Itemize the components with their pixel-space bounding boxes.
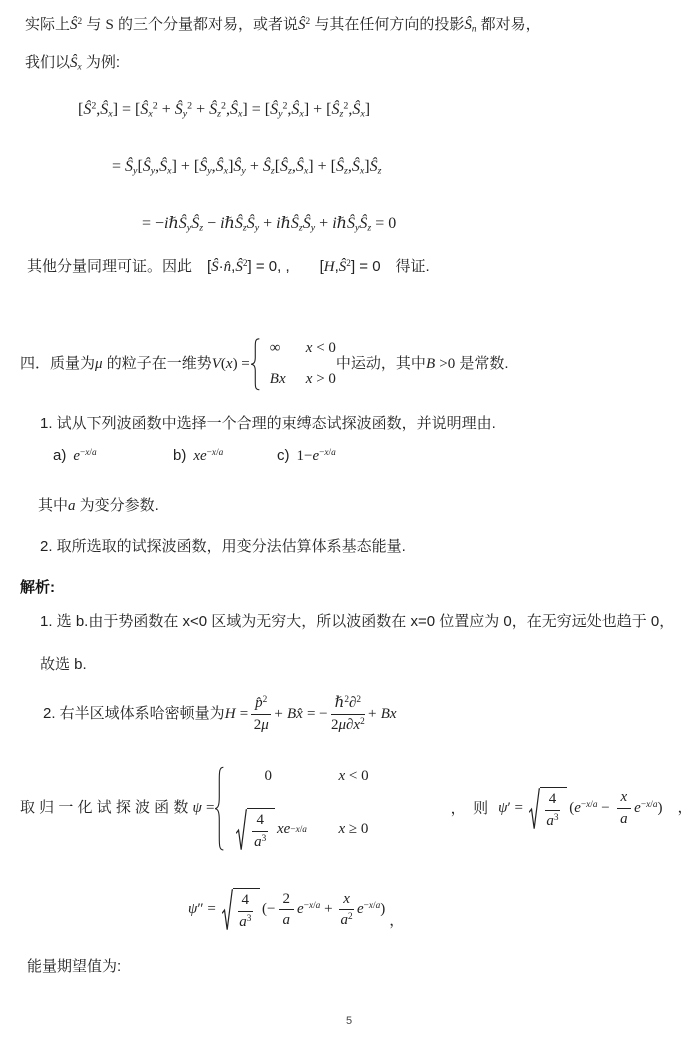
fraction-p2-2mu: [251, 694, 271, 735]
option-a-label: a): [53, 447, 67, 464]
solution-heading: 解析:: [20, 579, 55, 596]
paragraph-commute-intro: 实际上$Ŝ^2$ 与 S 的三个分量都对易，或者说$Ŝ^2$ 与其在任何方向的投影$Ŝ_n$ 都对易，: [25, 16, 541, 35]
paragraph-example: 我们以$Ŝ_x$ 为例:: [25, 54, 120, 73]
psi-double-prime-line: [188, 888, 404, 932]
fraction-numerator: p̂$^2$: [251, 694, 271, 715]
then-connector: ， 则: [450, 799, 489, 817]
case-value: $\frac{4}{a^3}$ xe −x/a: [234, 808, 338, 852]
case-value: Bx: [269, 370, 286, 387]
case-value: 0: [264, 768, 272, 784]
trial-wavefunction-line: [20, 766, 693, 851]
case-condition: x < 0: [338, 768, 369, 784]
left-brace-glyph: [214, 766, 225, 851]
energy-expectation-label: 能量期望值为:: [27, 958, 122, 975]
hamiltonian-suffix: + Bx: [368, 705, 397, 722]
page-number: 5: [345, 1015, 353, 1027]
square-root: [529, 787, 568, 831]
equation-commutator-step2: = $Ŝ_y[Ŝ_y,Ŝ_x]$ + $[Ŝ_y,Ŝ_x]Ŝ_y$ + $Ŝ_z[Ŝ_z,Ŝ_x]$ + $[Ŝ_z,Ŝ_x]Ŝ_z$: [112, 158, 382, 177]
piecewise-rows: [270, 338, 336, 391]
wavefunction-piecewise: [214, 766, 368, 851]
option-c: [277, 445, 336, 468]
question-1: 1. 试从下列波函数中选择一个合理的束缚态试探波函数，并说明理由.: [40, 415, 496, 432]
psi-prime-expression: ψ′ = $\frac{4}{a^3}$ ($e^{-x/a}$ − $\frac{x}{a}$ $e^{-x/a}$) ，: [498, 787, 692, 831]
square-root: [222, 888, 261, 932]
potential-piecewise: [250, 338, 336, 391]
paragraph-conclusion: 其他分量同理可证。因此 $[Ŝ\cdot n̂,Ŝ^2] = 0$, , $[H,Ŝ^2] = 0$ 得证.: [27, 258, 430, 275]
equation-commutator-expansion: $[Ŝ^2,Ŝ_x]$ = [$Ŝ_x^2$ + $Ŝ_y^2$ + $Ŝ_z^2,Ŝ_x$] = $[Ŝ_y^2,Ŝ_x]$ + $[Ŝ_z^2,Ŝ_x]$: [78, 100, 371, 120]
fraction-hbar2-2mu: [331, 694, 365, 735]
option-b-expression: $xe^{-x/a}$: [193, 447, 224, 464]
option-list: [53, 445, 613, 479]
solution-2-hamiltonian: [43, 694, 397, 735]
question-2: 2. 取所选取的试探波函数，用变分法估算体系基态能量.: [40, 538, 406, 555]
variational-parameter-note: 其中a 为变分参数.: [38, 497, 159, 514]
solution-1-line-2: 故选 b.: [40, 656, 87, 673]
piecewise-rows: [234, 766, 368, 851]
fraction-x-a: $\frac{x}{a}$: [617, 788, 632, 829]
piecewise-row: [234, 808, 368, 852]
trial-wavefunction-label: 取 归 一 化 试 探 波 函 数 ψ =: [20, 799, 215, 817]
psi-double-prime-expression: ψ″ = $\frac{4}{a^3}$ (− $\frac{2}{a}$ $e^{-x/a}$ + $\frac{x}{a^2}$ $e^{-x/a}$): [188, 888, 385, 932]
case-condition: x < 0: [305, 340, 336, 356]
fraction-denominator: 2μ: [253, 716, 269, 733]
option-c-label: c): [277, 447, 290, 464]
radical-glyph: [222, 888, 233, 932]
piecewise-row: [270, 369, 336, 391]
solution-1-line-1: 1. 选 b.由于势函数在 x<0 区域为无穷大，所以波函数在 x=0 位置应为 0，在无穷远处也趋于 0，: [40, 613, 675, 630]
problem-text-after: 中运动，其中B >0 是常数.: [335, 354, 509, 372]
radical-glyph: [236, 808, 247, 852]
left-brace-glyph: [250, 338, 261, 391]
fraction-4-a3: $\frac{4}{a^3}$: [239, 892, 252, 930]
fraction-2-a: $\frac{2}{a}$: [279, 890, 295, 931]
case-condition: x > 0: [305, 370, 336, 387]
fraction-4-a3: $\frac{4}{a^3}$: [254, 811, 267, 850]
problem-4-statement: [20, 338, 509, 391]
equation-commutator-result: = $-i\hbar Ŝ_yŜ_z$ − $i\hbar Ŝ_zŜ_y$ + $i\hbar Ŝ_zŜ_y$ + $i\hbar Ŝ_yŜ_z = 0$: [142, 215, 397, 234]
problem-text-before: 四．质量为μ 的粒子在一维势V(x) =: [20, 354, 250, 372]
fraction-x-a2: $\frac{x}{a^2}$: [340, 890, 353, 929]
piecewise-row: [234, 766, 368, 788]
case-condition: x ≥ 0: [338, 820, 369, 837]
trailing-comma: ，: [389, 911, 405, 929]
hamiltonian-middle: + Bx̂ = −: [274, 705, 328, 722]
hamiltonian-prefix: 2. 右半区域体系哈密顿量为H =: [43, 704, 249, 722]
option-a: [53, 445, 97, 468]
fraction-numerator: ℏ$^2$∂$^2$: [331, 694, 365, 715]
option-a-expression: $e^{-x/a}$: [73, 447, 97, 464]
case-value: ∞: [269, 340, 281, 356]
radical-glyph: [529, 787, 540, 831]
square-root: [236, 808, 275, 852]
option-b-label: b): [173, 447, 187, 464]
piecewise-row: [270, 338, 336, 360]
option-c-expression: $1-e^{-x/a}$: [296, 447, 336, 464]
option-b: [173, 445, 223, 468]
fraction-4-a3: $\frac{4}{a^3}$: [546, 790, 559, 829]
fraction-denominator: $2\mu\partial x^2$: [330, 716, 365, 733]
